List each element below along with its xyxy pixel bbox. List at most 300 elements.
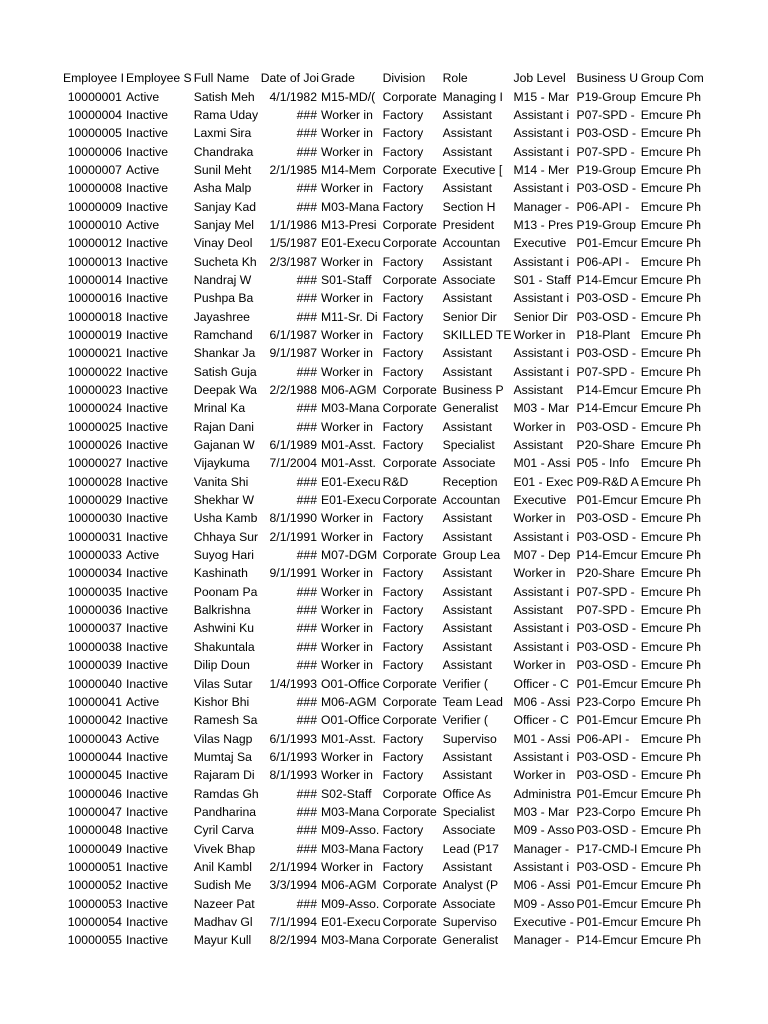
business-unit-cell[interactable]: P03-OSD - <box>576 621 637 636</box>
full-name-cell[interactable]: Satish Meh <box>193 89 255 104</box>
job-level-cell[interactable]: M09 - Asso <box>513 823 575 838</box>
group-company-cell[interactable]: Emcure Ph <box>640 438 702 453</box>
employee-status-cell[interactable]: Inactive <box>125 914 168 929</box>
grade-cell[interactable]: Worker in <box>320 603 373 618</box>
date-of-joining-cell[interactable]: ### <box>296 804 317 819</box>
business-unit-cell[interactable]: P14-Emcur <box>576 933 638 948</box>
job-level-cell[interactable]: M01 - Assi <box>513 456 571 471</box>
employee-status-cell[interactable]: Inactive <box>125 309 168 324</box>
business-unit-cell[interactable]: P07-SPD - <box>576 107 635 122</box>
full-name-cell[interactable]: Pushpa Ba <box>193 291 254 306</box>
role-cell[interactable]: Business P <box>442 383 504 398</box>
group-company-cell[interactable]: Emcure Ph <box>640 511 702 526</box>
job-level-cell[interactable]: Assistant i <box>513 346 570 361</box>
division-cell[interactable]: Factory <box>382 438 424 453</box>
division-cell[interactable]: Corporate <box>382 236 437 251</box>
grade-cell[interactable]: M06-AGM <box>320 694 377 709</box>
grade-cell[interactable]: M03-Mana <box>320 841 380 856</box>
division-cell[interactable]: Corporate <box>382 493 437 508</box>
employee-status-cell[interactable]: Inactive <box>125 804 168 819</box>
job-level-cell[interactable]: Officer - C <box>513 676 569 691</box>
date-of-joining-cell[interactable]: ### <box>296 584 317 599</box>
full-name-cell[interactable]: Kishor Bhi <box>193 694 250 709</box>
full-name-cell[interactable]: Dilip Doun <box>193 658 250 673</box>
division-cell[interactable]: Corporate <box>382 914 437 929</box>
employee-status-cell[interactable]: Inactive <box>125 584 168 599</box>
job-level-cell[interactable]: Executive <box>513 236 567 251</box>
date-of-joining-cell[interactable]: ### <box>296 786 317 801</box>
group-company-cell[interactable]: Emcure Ph <box>640 676 702 691</box>
employee-status-cell[interactable]: Inactive <box>125 364 168 379</box>
grade-cell[interactable]: Worker in <box>320 346 373 361</box>
date-of-joining-cell[interactable]: ### <box>296 272 317 287</box>
group-company-cell[interactable]: Emcure Ph <box>640 327 702 342</box>
job-level-cell[interactable]: Assistant i <box>513 621 570 636</box>
job-level-cell[interactable]: Administra <box>513 786 572 801</box>
full-name-cell[interactable]: Chandraka <box>193 144 254 159</box>
role-cell[interactable]: Lead (P17 <box>442 841 499 856</box>
header-cell[interactable]: Date of Joi <box>260 71 319 86</box>
role-cell[interactable]: Assistant <box>442 529 493 544</box>
role-cell[interactable]: Assistant <box>442 107 493 122</box>
employee-status-cell[interactable]: Inactive <box>125 474 168 489</box>
grade-cell[interactable]: M14-Mem <box>320 162 376 177</box>
division-cell[interactable]: Factory <box>382 419 424 434</box>
business-unit-cell[interactable]: P03-OSD - <box>576 126 637 141</box>
business-unit-cell[interactable]: P03-OSD - <box>576 309 637 324</box>
role-cell[interactable]: Office As <box>442 786 492 801</box>
employee-status-cell[interactable]: Inactive <box>125 823 168 838</box>
job-level-cell[interactable]: M06 - Assi <box>513 878 571 893</box>
full-name-cell[interactable]: Shankar Ja <box>193 346 256 361</box>
full-name-cell[interactable]: Gajanan W <box>193 438 255 453</box>
employee-id-cell[interactable]: 10000054 <box>67 914 122 929</box>
grade-cell[interactable]: S01-Staff <box>320 272 372 287</box>
business-unit-cell[interactable]: P03-OSD - <box>576 346 637 361</box>
grade-cell[interactable]: M01-Asst. <box>320 438 376 453</box>
group-company-cell[interactable]: Emcure Ph <box>640 236 702 251</box>
role-cell[interactable]: Assistant <box>442 639 493 654</box>
group-company-cell[interactable]: Emcure Ph <box>640 658 702 673</box>
employee-status-cell[interactable]: Inactive <box>125 933 168 948</box>
date-of-joining-cell[interactable]: ### <box>296 658 317 673</box>
date-of-joining-cell[interactable]: 6/1/1989 <box>269 438 317 453</box>
full-name-cell[interactable]: Sunil Meht <box>193 162 252 177</box>
employee-id-cell[interactable]: 10000005 <box>67 126 122 141</box>
grade-cell[interactable]: M06-AGM <box>320 878 377 893</box>
role-cell[interactable]: Specialist <box>442 438 495 453</box>
division-cell[interactable]: Corporate <box>382 401 437 416</box>
date-of-joining-cell[interactable]: 6/1/1993 <box>269 731 317 746</box>
date-of-joining-cell[interactable]: ### <box>296 639 317 654</box>
business-unit-cell[interactable]: P19-Group <box>576 162 637 177</box>
date-of-joining-cell[interactable]: 8/1/1993 <box>269 768 317 783</box>
grade-cell[interactable]: Worker in <box>320 144 373 159</box>
full-name-cell[interactable]: Satish Guja <box>193 364 257 379</box>
job-level-cell[interactable]: Assistant i <box>513 529 570 544</box>
group-company-cell[interactable]: Emcure Ph <box>640 639 702 654</box>
job-level-cell[interactable]: Assistant i <box>513 181 570 196</box>
grade-cell[interactable]: Worker in <box>320 511 373 526</box>
business-unit-cell[interactable]: P06-API - <box>576 731 630 746</box>
business-unit-cell[interactable]: P01-Emcur <box>576 493 638 508</box>
date-of-joining-cell[interactable]: ### <box>296 621 317 636</box>
group-company-cell[interactable]: Emcure Ph <box>640 896 702 911</box>
grade-cell[interactable]: O01-Office <box>320 676 380 691</box>
division-cell[interactable]: Corporate <box>382 89 437 104</box>
group-company-cell[interactable]: Emcure Ph <box>640 804 702 819</box>
business-unit-cell[interactable]: P17-CMD-I <box>576 841 638 856</box>
business-unit-cell[interactable]: P14-Emcur <box>576 383 638 398</box>
division-cell[interactable]: Corporate <box>382 217 437 232</box>
group-company-cell[interactable]: Emcure Ph <box>640 529 702 544</box>
employee-id-cell[interactable]: 10000001 <box>67 89 122 104</box>
division-cell[interactable]: Factory <box>382 584 424 599</box>
division-cell[interactable]: Factory <box>382 291 424 306</box>
employee-id-cell[interactable]: 10000012 <box>67 236 122 251</box>
group-company-cell[interactable]: Emcure Ph <box>640 199 702 214</box>
employee-id-cell[interactable]: 10000021 <box>67 346 122 361</box>
role-cell[interactable]: Assistant <box>442 364 493 379</box>
group-company-cell[interactable]: Emcure Ph <box>640 713 702 728</box>
job-level-cell[interactable]: M13 - Pres <box>513 217 574 232</box>
role-cell[interactable]: Superviso <box>442 914 497 929</box>
employee-id-cell[interactable]: 10000046 <box>67 786 122 801</box>
job-level-cell[interactable]: S01 - Staff <box>513 272 571 287</box>
division-cell[interactable]: Corporate <box>382 383 437 398</box>
division-cell[interactable]: Factory <box>382 327 424 342</box>
date-of-joining-cell[interactable]: 2/1/1991 <box>269 529 317 544</box>
employee-status-cell[interactable]: Inactive <box>125 841 168 856</box>
job-level-cell[interactable]: Worker in <box>513 511 566 526</box>
employee-status-cell[interactable]: Active <box>125 694 160 709</box>
grade-cell[interactable]: M03-Mana <box>320 804 380 819</box>
group-company-cell[interactable]: Emcure Ph <box>640 768 702 783</box>
division-cell[interactable]: Factory <box>382 346 424 361</box>
job-level-cell[interactable]: Assistant i <box>513 749 570 764</box>
job-level-cell[interactable]: Assistant i <box>513 639 570 654</box>
division-cell[interactable]: Corporate <box>382 694 437 709</box>
date-of-joining-cell[interactable]: 4/1/1982 <box>269 89 317 104</box>
grade-cell[interactable]: M09-Asso. <box>320 823 380 838</box>
employee-status-cell[interactable]: Inactive <box>125 713 168 728</box>
grade-cell[interactable]: E01-Execu <box>320 914 381 929</box>
role-cell[interactable]: Superviso <box>442 731 497 746</box>
employee-status-cell[interactable]: Inactive <box>125 493 168 508</box>
grade-cell[interactable]: S02-Staff <box>320 786 372 801</box>
full-name-cell[interactable]: Sucheta Kh <box>193 254 257 269</box>
group-company-cell[interactable]: Emcure Ph <box>640 584 702 599</box>
full-name-cell[interactable]: Anil Kambl <box>193 859 252 874</box>
grade-cell[interactable]: M01-Asst. <box>320 731 376 746</box>
role-cell[interactable]: SKILLED TE <box>442 327 512 342</box>
business-unit-cell[interactable]: P03-OSD - <box>576 749 637 764</box>
group-company-cell[interactable]: Emcure Ph <box>640 309 702 324</box>
employee-id-cell[interactable]: 10000040 <box>67 676 122 691</box>
date-of-joining-cell[interactable]: 6/1/1993 <box>269 749 317 764</box>
date-of-joining-cell[interactable]: 7/1/1994 <box>269 914 317 929</box>
role-cell[interactable]: Assistant <box>442 658 493 673</box>
grade-cell[interactable]: Worker in <box>320 749 373 764</box>
header-cell[interactable]: Business U <box>576 71 639 86</box>
date-of-joining-cell[interactable]: ### <box>296 107 317 122</box>
full-name-cell[interactable]: Ramdas Gh <box>193 786 259 801</box>
job-level-cell[interactable]: Assistant i <box>513 254 570 269</box>
business-unit-cell[interactable]: P03-OSD - <box>576 823 637 838</box>
grade-cell[interactable]: Worker in <box>320 254 373 269</box>
full-name-cell[interactable]: Sanjay Mel <box>193 217 254 232</box>
grade-cell[interactable]: Worker in <box>320 419 373 434</box>
full-name-cell[interactable]: Shekhar W <box>193 493 254 508</box>
full-name-cell[interactable]: Vivek Bhap <box>193 841 256 856</box>
job-level-cell[interactable]: Assistant <box>513 438 563 453</box>
employee-id-cell[interactable]: 10000037 <box>67 621 122 636</box>
business-unit-cell[interactable]: P01-Emcur <box>576 713 638 728</box>
job-level-cell[interactable]: Assistant i <box>513 144 570 159</box>
role-cell[interactable]: Group Lea <box>442 548 501 563</box>
business-unit-cell[interactable]: P23-Corpo <box>576 804 636 819</box>
business-unit-cell[interactable]: P03-OSD - <box>576 639 637 654</box>
full-name-cell[interactable]: Rajaram Di <box>193 768 255 783</box>
header-cell[interactable]: Job Level <box>513 71 566 86</box>
employee-status-cell[interactable]: Inactive <box>125 456 168 471</box>
grade-cell[interactable]: M01-Asst. <box>320 456 376 471</box>
full-name-cell[interactable]: Pandharina <box>193 804 257 819</box>
business-unit-cell[interactable]: P01-Emcur <box>576 786 638 801</box>
grade-cell[interactable]: Worker in <box>320 859 373 874</box>
group-company-cell[interactable]: Emcure Ph <box>640 217 702 232</box>
business-unit-cell[interactable]: P09-R&D A <box>576 474 639 489</box>
employee-id-cell[interactable]: 10000004 <box>67 107 122 122</box>
business-unit-cell[interactable]: P01-Emcur <box>576 896 638 911</box>
employee-id-cell[interactable]: 10000033 <box>67 548 122 563</box>
date-of-joining-cell[interactable]: ### <box>296 144 317 159</box>
job-level-cell[interactable]: M07 - Dep <box>513 548 571 563</box>
employee-id-cell[interactable]: 10000023 <box>67 383 122 398</box>
division-cell[interactable]: Factory <box>382 511 424 526</box>
employee-id-cell[interactable]: 10000047 <box>67 804 122 819</box>
date-of-joining-cell[interactable]: ### <box>296 603 317 618</box>
role-cell[interactable]: Generalist <box>442 933 499 948</box>
business-unit-cell[interactable]: P07-SPD - <box>576 603 635 618</box>
employee-status-cell[interactable]: Inactive <box>125 401 168 416</box>
division-cell[interactable]: Corporate <box>382 548 437 563</box>
employee-id-cell[interactable]: 10000041 <box>67 694 122 709</box>
employee-status-cell[interactable]: Inactive <box>125 181 168 196</box>
division-cell[interactable]: Factory <box>382 731 424 746</box>
division-cell[interactable]: Factory <box>382 621 424 636</box>
date-of-joining-cell[interactable]: 1/5/1987 <box>269 236 317 251</box>
date-of-joining-cell[interactable]: 2/3/1987 <box>269 254 317 269</box>
employee-id-cell[interactable]: 10000024 <box>67 401 122 416</box>
employee-status-cell[interactable]: Inactive <box>125 658 168 673</box>
group-company-cell[interactable]: Emcure Ph <box>640 731 702 746</box>
full-name-cell[interactable]: Vilas Nagp <box>193 731 253 746</box>
full-name-cell[interactable]: Balkrishna <box>193 603 251 618</box>
group-company-cell[interactable]: Emcure Ph <box>640 786 702 801</box>
employee-id-cell[interactable]: 10000027 <box>67 456 122 471</box>
employee-status-cell[interactable]: Inactive <box>125 144 168 159</box>
business-unit-cell[interactable]: P03-OSD - <box>576 419 637 434</box>
role-cell[interactable]: Assistant <box>442 566 493 581</box>
group-company-cell[interactable]: Emcure Ph <box>640 272 702 287</box>
job-level-cell[interactable]: Executive - <box>513 914 574 929</box>
grade-cell[interactable]: M09-Asso. <box>320 896 380 911</box>
date-of-joining-cell[interactable]: ### <box>296 181 317 196</box>
job-level-cell[interactable]: M03 - Mar <box>513 804 570 819</box>
division-cell[interactable]: Factory <box>382 529 424 544</box>
employee-id-cell[interactable]: 10000006 <box>67 144 122 159</box>
employee-id-cell[interactable]: 10000018 <box>67 309 122 324</box>
role-cell[interactable]: Assistant <box>442 511 493 526</box>
employee-id-cell[interactable]: 10000025 <box>67 419 122 434</box>
role-cell[interactable]: Verifier ( <box>442 713 488 728</box>
grade-cell[interactable]: E01-Execu <box>320 474 381 489</box>
division-cell[interactable]: Factory <box>382 181 424 196</box>
job-level-cell[interactable]: Manager - <box>513 199 570 214</box>
employee-status-cell[interactable]: Inactive <box>125 327 168 342</box>
grade-cell[interactable]: Worker in <box>320 107 373 122</box>
group-company-cell[interactable]: Emcure Ph <box>640 694 702 709</box>
full-name-cell[interactable]: Poonam Pa <box>193 584 258 599</box>
date-of-joining-cell[interactable]: 7/1/2004 <box>269 456 317 471</box>
business-unit-cell[interactable]: P07-SPD - <box>576 144 635 159</box>
role-cell[interactable]: Assistant <box>442 749 493 764</box>
role-cell[interactable]: President <box>442 217 495 232</box>
employee-id-cell[interactable]: 10000036 <box>67 603 122 618</box>
header-cell[interactable]: Group Com <box>640 71 704 86</box>
division-cell[interactable]: Corporate <box>382 713 437 728</box>
employee-status-cell[interactable]: Inactive <box>125 272 168 287</box>
date-of-joining-cell[interactable]: ### <box>296 401 317 416</box>
grade-cell[interactable]: O01-Office <box>320 713 380 728</box>
grade-cell[interactable]: M11-Sr. Di <box>320 309 378 324</box>
date-of-joining-cell[interactable]: ### <box>296 474 317 489</box>
role-cell[interactable]: Assistant <box>442 768 493 783</box>
job-level-cell[interactable]: Worker in <box>513 566 566 581</box>
full-name-cell[interactable]: Nandraj W <box>193 272 252 287</box>
job-level-cell[interactable]: M14 - Mer <box>513 162 570 177</box>
date-of-joining-cell[interactable]: ### <box>296 493 317 508</box>
group-company-cell[interactable]: Emcure Ph <box>640 419 702 434</box>
business-unit-cell[interactable]: P01-Emcur <box>576 878 638 893</box>
role-cell[interactable]: Assistant <box>442 603 493 618</box>
division-cell[interactable]: Factory <box>382 859 424 874</box>
role-cell[interactable]: Assistant <box>442 621 493 636</box>
group-company-cell[interactable]: Emcure Ph <box>640 181 702 196</box>
date-of-joining-cell[interactable]: ### <box>296 694 317 709</box>
employee-status-cell[interactable]: Inactive <box>125 529 168 544</box>
employee-id-cell[interactable]: 10000008 <box>67 181 122 196</box>
employee-status-cell[interactable]: Inactive <box>125 199 168 214</box>
employee-status-cell[interactable]: Inactive <box>125 254 168 269</box>
group-company-cell[interactable]: Emcure Ph <box>640 144 702 159</box>
header-cell[interactable]: Role <box>442 71 468 86</box>
group-company-cell[interactable]: Emcure Ph <box>640 254 702 269</box>
division-cell[interactable]: Corporate <box>382 896 437 911</box>
full-name-cell[interactable]: Cyril Carva <box>193 823 254 838</box>
group-company-cell[interactable]: Emcure Ph <box>640 346 702 361</box>
group-company-cell[interactable]: Emcure Ph <box>640 401 702 416</box>
full-name-cell[interactable]: Usha Kamb <box>193 511 258 526</box>
employee-status-cell[interactable]: Inactive <box>125 768 168 783</box>
employee-status-cell[interactable]: Inactive <box>125 383 168 398</box>
full-name-cell[interactable]: Laxmi Sira <box>193 126 252 141</box>
date-of-joining-cell[interactable]: 2/2/1988 <box>269 383 317 398</box>
group-company-cell[interactable]: Emcure Ph <box>640 621 702 636</box>
grade-cell[interactable]: M03-Mana <box>320 199 380 214</box>
date-of-joining-cell[interactable]: ### <box>296 713 317 728</box>
role-cell[interactable]: Assistant <box>442 144 493 159</box>
date-of-joining-cell[interactable]: 2/1/1985 <box>269 162 317 177</box>
business-unit-cell[interactable]: P14-Emcur <box>576 548 638 563</box>
job-level-cell[interactable]: M09 - Asso <box>513 896 575 911</box>
job-level-cell[interactable]: M06 - Assi <box>513 694 571 709</box>
full-name-cell[interactable]: Vilas Sutar <box>193 676 253 691</box>
employee-status-cell[interactable]: Inactive <box>125 603 168 618</box>
division-cell[interactable]: Corporate <box>382 456 437 471</box>
job-level-cell[interactable]: Manager - <box>513 933 570 948</box>
division-cell[interactable]: Corporate <box>382 878 437 893</box>
business-unit-cell[interactable]: P03-OSD - <box>576 658 637 673</box>
full-name-cell[interactable]: Nazeer Pat <box>193 896 255 911</box>
employee-id-cell[interactable]: 10000043 <box>67 731 122 746</box>
full-name-cell[interactable]: Mumtaj Sa <box>193 749 252 764</box>
date-of-joining-cell[interactable]: ### <box>296 896 317 911</box>
full-name-cell[interactable]: Madhav Gl <box>193 914 253 929</box>
division-cell[interactable]: Factory <box>382 107 424 122</box>
employee-id-cell[interactable]: 10000009 <box>67 199 122 214</box>
employee-status-cell[interactable]: Active <box>125 162 160 177</box>
division-cell[interactable]: Corporate <box>382 933 437 948</box>
full-name-cell[interactable]: Ramesh Sa <box>193 713 258 728</box>
business-unit-cell[interactable]: P20-Share <box>576 438 635 453</box>
job-level-cell[interactable]: Assistant i <box>513 291 570 306</box>
employee-id-cell[interactable]: 10000051 <box>67 859 122 874</box>
grade-cell[interactable]: Worker in <box>320 584 373 599</box>
full-name-cell[interactable]: Rajan Dani <box>193 419 254 434</box>
grade-cell[interactable]: M07-DGM <box>320 548 378 563</box>
business-unit-cell[interactable]: P05 - Info <box>576 456 630 471</box>
job-level-cell[interactable]: Executive <box>513 493 567 508</box>
full-name-cell[interactable]: Rama Uday <box>193 107 259 122</box>
grade-cell[interactable]: Worker in <box>320 621 373 636</box>
employee-status-cell[interactable]: Inactive <box>125 859 168 874</box>
employee-id-cell[interactable]: 10000013 <box>67 254 122 269</box>
date-of-joining-cell[interactable]: ### <box>296 419 317 434</box>
employee-status-cell[interactable]: Inactive <box>125 676 168 691</box>
employee-id-cell[interactable]: 10000055 <box>67 933 122 948</box>
job-level-cell[interactable]: Worker in <box>513 658 566 673</box>
grade-cell[interactable]: M03-Mana <box>320 401 380 416</box>
employee-status-cell[interactable]: Inactive <box>125 236 168 251</box>
employee-status-cell[interactable]: Inactive <box>125 749 168 764</box>
header-cell[interactable]: Division <box>382 71 426 86</box>
date-of-joining-cell[interactable]: 9/1/1991 <box>269 566 317 581</box>
group-company-cell[interactable]: Emcure Ph <box>640 364 702 379</box>
division-cell[interactable]: Corporate <box>382 804 437 819</box>
full-name-cell[interactable]: Vinay Deol <box>193 236 253 251</box>
employee-id-cell[interactable]: 10000014 <box>67 272 122 287</box>
business-unit-cell[interactable]: P06-API - <box>576 254 630 269</box>
full-name-cell[interactable]: Jayashree <box>193 309 250 324</box>
date-of-joining-cell[interactable]: 9/1/1987 <box>269 346 317 361</box>
business-unit-cell[interactable]: P14-Emcur <box>576 272 638 287</box>
employee-status-cell[interactable]: Inactive <box>125 786 168 801</box>
date-of-joining-cell[interactable]: ### <box>296 548 317 563</box>
job-level-cell[interactable]: M03 - Mar <box>513 401 570 416</box>
employee-id-cell[interactable]: 10000035 <box>67 584 122 599</box>
